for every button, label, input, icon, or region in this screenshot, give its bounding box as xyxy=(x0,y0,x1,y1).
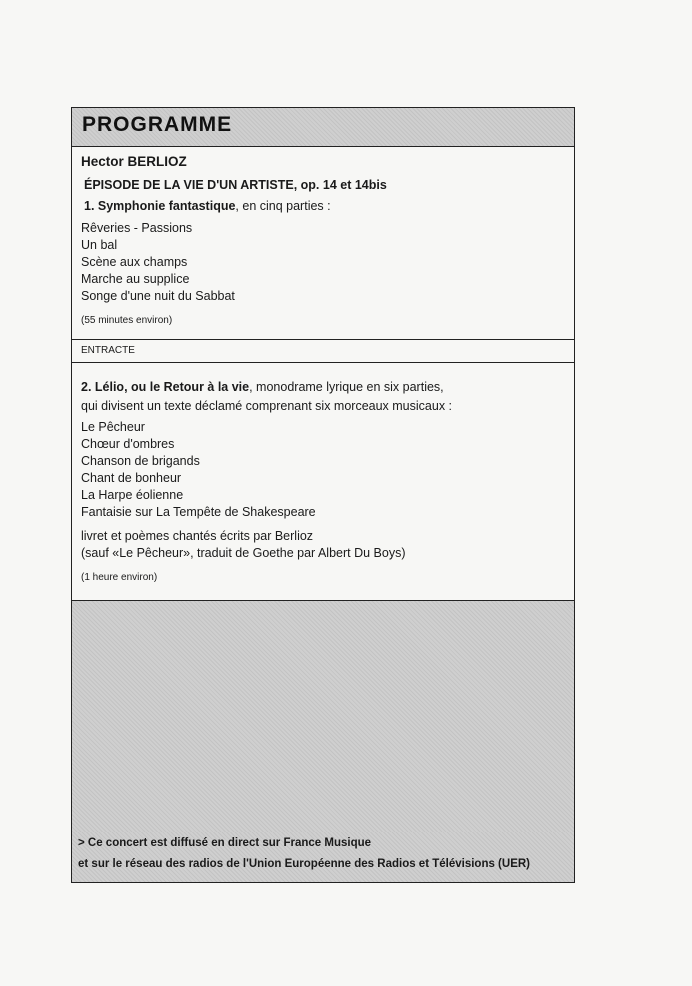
part-two-duration: (1 heure environ) xyxy=(81,572,158,583)
part-one-duration: (55 minutes environ) xyxy=(81,315,173,326)
part-one-title-bold: 1. Symphonie fantastique xyxy=(84,199,236,213)
movement-item: Scène aux champs xyxy=(81,255,188,269)
part-two-title-rest: , monodrame lyrique en six parties, xyxy=(249,380,444,394)
movement-item: La Harpe éolienne xyxy=(81,488,184,502)
part-two-title xyxy=(81,380,444,394)
movement-item: Songe d'une nuit du Sabbat xyxy=(81,289,235,303)
part-one-title xyxy=(84,199,331,213)
movement-item: Le Pêcheur xyxy=(81,420,145,434)
part-one-title-rest: , en cinq parties : xyxy=(235,199,331,213)
movement-item: Chanson de brigands xyxy=(81,454,200,468)
movement-item: Un bal xyxy=(81,238,118,252)
part-two-subtitle: qui divisent un texte déclamé comprenant six morceaux musicaux : xyxy=(81,399,453,413)
movement-item: Rêveries - Passions xyxy=(81,221,193,235)
broadcast-line-1: > Ce concert est diffusé en direct sur France Musique xyxy=(78,837,372,849)
page-title: PROGRAMME xyxy=(82,113,233,136)
part-two-section xyxy=(72,363,574,601)
movement-item: Marche au supplice xyxy=(81,272,190,286)
intermission-section xyxy=(72,340,574,363)
blank-shaded-area xyxy=(72,601,574,833)
broadcast-line-2: et sur le réseau des radios de l'Union Européenne des Radios et Télévisions (UER) xyxy=(78,858,530,870)
translation-note: (sauf «Le Pêcheur», traduit de Goethe par Albert Du Boys) xyxy=(81,546,406,560)
movement-item: Fantaisie sur La Tempête de Shakespeare xyxy=(81,505,316,519)
part-one-section xyxy=(72,147,574,340)
movement-item: Chant de bonheur xyxy=(81,471,182,485)
movement-item: Chœur d'ombres xyxy=(81,437,175,451)
broadcast-footer xyxy=(72,832,574,882)
libretto-note: livret et poèmes chantés écrits par Berlioz xyxy=(81,529,314,543)
programme-header xyxy=(72,108,574,147)
composer-name: Hector BERLIOZ xyxy=(81,154,187,169)
intermission-label: ENTRACTE xyxy=(81,345,135,356)
work-title: ÉPISODE DE LA VIE D'UN ARTISTE, op. 14 et 14bis xyxy=(84,178,387,192)
programme-box xyxy=(71,107,575,883)
part-two-title-bold: 2. Lélio, ou le Retour à la vie xyxy=(81,380,250,394)
